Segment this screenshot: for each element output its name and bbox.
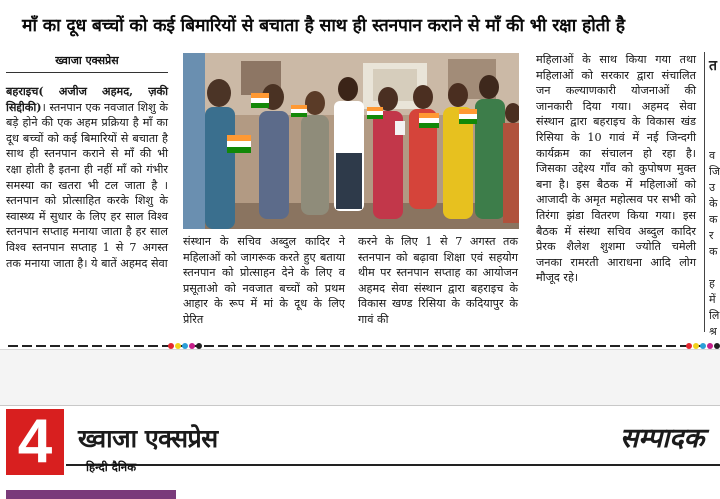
byline: ख्वाजा एक्सप्रेस [55, 54, 119, 67]
next-page-masthead [0, 405, 720, 499]
column-1-text: । स्तनपान एक नवजात शिशु के बड़े होने की एक अहम प्रक्रिया है माँ का दूध बच्चों को कई बिमारियों से बचाता है साथ ही स्तनपान कराने से माँ की भी रक्षा होती है इतना ही नहीं माँ को गंभीर समस्या का खतरा भी टल जाता है । स्तनपान को प्रोत्साहित करके शिशु के स्वास्थ्य में सुधार के लिए हर साल विश्व स्तनपान सप्ताह मनाया जाता है हर साल विश्व स्तनपान सप्ताह 1 से 7 अगस्त तक मनाया जाता है। ये बातें अहमद सेवा [6, 100, 168, 270]
flag-icon [367, 107, 383, 119]
dateline: बहराइच( अजीज अहमद, ज़की सिद्दीकी) [6, 84, 168, 114]
flag-icon [227, 135, 251, 153]
article-column-4: महिलाओं के साथ किया गया तथा महिलाओं को सरकार द्वारा संचालित जन कल्याणकारी योजनाओं की जानकारी दिया गया। अहमद सेवा संस्थान द्वारा बहराइच के विकास खंड रिसिया के 10 गावं में नई जिन्दगी कार्यक्रम का संचालन हो रहा है। जिसका उद्देश्य गाँव को कुपोषण मुक्त बना है। इस बैठक में महिलाओं को आजादी के अमृत महोत्सव पर सभी को तिरंगा झंडा वितरण किया गया। इस बैठक में संस्था सचिव अब्दुल कादिर प्रेरक शैलेश शुशमा ज्योति चमेली जनका रामरती आराधना आदि लोग मौजूद रहे। [536, 53, 696, 285]
flag-icon [291, 105, 307, 117]
adjacent-article-edge: त व जि उ के क र क ह में लि श्र [704, 52, 720, 332]
article-column-1 [6, 84, 168, 271]
page-separator [0, 349, 720, 406]
article-column-3: करने के लिए 1 से 7 अगस्त तक स्तनपान को बढ़ावा शिक्षा एवं सहयोग थीम पर स्तनपान सप्ताह का आयोजन अहमद सेवा संस्थान द्वारा बहराइच के विकास खण्ड रिसिया के कदियापुर के गावं की [358, 235, 518, 326]
group-photo-image [183, 53, 519, 229]
section-title: सम्पादक [620, 423, 705, 454]
masthead-rule [66, 464, 720, 466]
article-headline: माँ का दूध बच्चों को कई बिमारियों से बचाता है साथ ही स्तनपान कराने से माँ की भी रक्षा होती है [22, 16, 625, 36]
article-column-2: संस्थान के सचिव अब्दुल कादिर ने महिलाओं को जागरूक करते हुए बताया स्तनपान को प्रोत्साहन देने के लिए व प्रसूताओ को नवजात बच्चों को प्रथम आहार के रूप में मां के दूध के लिए प्रेरित [183, 235, 345, 326]
byline-box [6, 53, 168, 73]
flag-icon [251, 93, 269, 108]
page-number: 4 [6, 409, 64, 475]
article-photo [183, 53, 519, 229]
flag-icon [459, 109, 477, 124]
paper-name: ख्वाजा एक्सप्रेस [78, 424, 218, 453]
paper-subtitle: हिन्दी दैनिक [86, 460, 137, 474]
bottom-dash-rule [8, 345, 712, 347]
flag-icon [419, 113, 439, 128]
